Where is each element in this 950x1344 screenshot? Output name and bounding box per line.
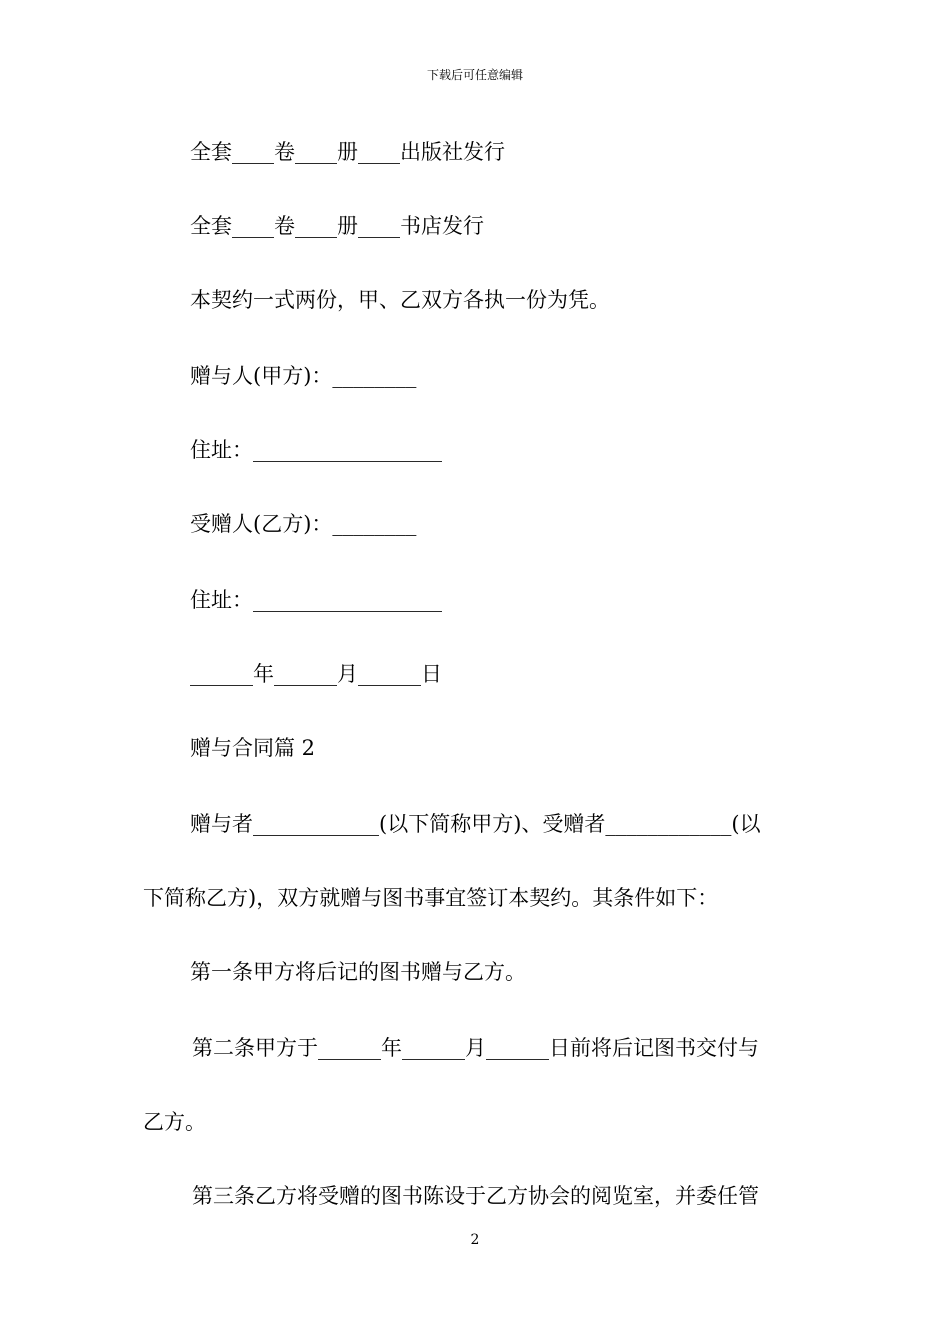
- text-line: 赠与人(甲方)：________: [190, 364, 417, 388]
- text-line: 全套____卷____册____出版社发行: [190, 140, 505, 164]
- section-heading: 赠与合同篇 2: [190, 736, 316, 760]
- page-header: 下载后可任意编辑: [426, 68, 523, 82]
- text-line: 乙方。: [143, 1110, 206, 1134]
- text-line: ______年______月______日: [190, 662, 442, 686]
- text-line: 赠与者____________(以下简称甲方)、受赠者____________(以: [190, 812, 761, 836]
- text-line: 第一条甲方将后记的图书赠与乙方。: [190, 960, 526, 984]
- text-line: 第三条乙方将受赠的图书陈设于乙方协会的阅览室，并委任管: [192, 1184, 759, 1208]
- page-number: 2: [470, 1232, 480, 1248]
- text-line: 全套____卷____册____书店发行: [190, 214, 484, 238]
- text-line: 住址：__________________: [190, 588, 442, 612]
- text-line: 受赠人(乙方)：________: [190, 512, 417, 536]
- text-line: 第二条甲方于______年______月______日前将后记图书交付与: [192, 1036, 759, 1060]
- text-line: 本契约一式两份，甲、乙双方各执一份为凭。: [190, 288, 610, 312]
- text-line: 下简称乙方)，双方就赠与图书事宜签订本契约。其条件如下：: [143, 886, 719, 910]
- text-line: 住址：__________________: [190, 438, 442, 462]
